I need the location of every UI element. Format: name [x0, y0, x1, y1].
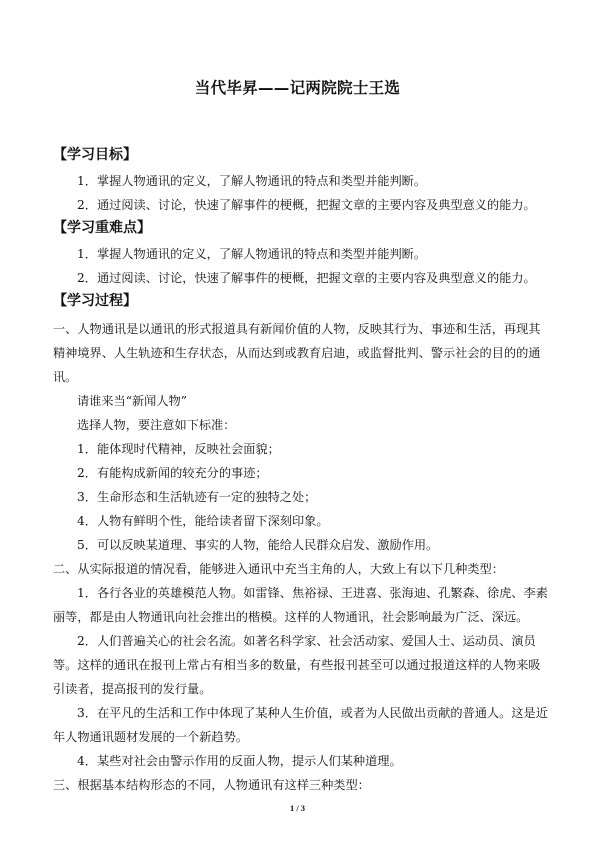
- paragraph-line: 精神境界、人生轨迹和生存状态，从而达到或教育启迪，或监督批判、警示社会的目的的通: [53, 346, 541, 360]
- paragraph-line: 年人物通讯题材发展的一个新趋势。: [53, 730, 248, 744]
- criteria-item: 1．能体现时代精神，反映社会面貌；: [77, 442, 280, 456]
- type-item: 3．在平凡的生活和工作中体现了某种人生价值，或者为人民做出贡献的普通人。这是近: [77, 706, 548, 720]
- type-item: 2．人们普遍关心的社会名流。如著名科学家、社会活动家、爱国人士、运动员、演员: [77, 634, 536, 648]
- type-item: 1．各行各业的英雄模范人物。如雷锋、焦裕禄、王进喜、张海迪、孔繁森、徐虎、李素: [77, 586, 548, 600]
- section-heading-key-points: 【学习重难点】: [53, 220, 151, 236]
- paragraph-line: 丽等，都是由人物通讯向社会推出的楷模。这样的人物通讯，社会影响最为广泛、深远。: [53, 610, 529, 624]
- page-number: 1 / 3: [289, 803, 306, 813]
- paragraph-line: 三、根据基本结构形态的不同，人物通讯有这样三种类型：: [53, 778, 370, 792]
- key-point-item: 1．掌握人物通讯的定义，了解人物通讯的特点和类型并能判断。: [77, 247, 427, 261]
- paragraph-line: 选择人物，要注意如下标准：: [77, 418, 236, 432]
- paragraph-line: 二、从实际报道的情况看，能够进入通讯中充当主角的人，大致上有以下几种类型：: [53, 562, 504, 576]
- page-title: 当代毕昇——记两院院士王选: [194, 79, 401, 97]
- section-heading-goals: 【学习目标】: [53, 147, 137, 163]
- criteria-item: 3．生命形态和生活轨迹有一定的独特之处；: [77, 490, 317, 504]
- paragraph-line: 引读者，提高报刊的发行量。: [53, 682, 212, 696]
- paragraph-line: 一、人物通讯是以通讯的形式报道具有新闻价值的人物，反映其行为、事迹和生活，再现其: [53, 322, 541, 336]
- paragraph-line: 等。这样的通讯在报刊上常占有相当多的数量，有些报刊甚至可以通过报道这样的人物来吸: [53, 658, 541, 672]
- criteria-item: 5．可以反映某道理、事实的人物，能给人民群众启发、激励作用。: [77, 538, 439, 552]
- criteria-item: 2．有能构成新闻的较充分的事迹；: [77, 466, 268, 480]
- goal-item: 1．掌握人物通讯的定义，了解人物通讯的特点和类型并能判断。: [77, 174, 427, 188]
- goal-item: 2．通过阅读、讨论，快速了解事件的梗概，把握文章的主要内容及典型意义的能力。: [77, 198, 536, 212]
- section-heading-process: 【学习过程】: [53, 293, 137, 309]
- type-item: 4．某些对社会由警示作用的反面人物，提示人们某种道理。: [77, 754, 402, 768]
- key-point-item: 2．通过阅读、讨论，快速了解事件的梗概，把握文章的主要内容及典型意义的能力。: [77, 271, 536, 285]
- criteria-item: 4．人物有鲜明个性，能给读者留下深刻印象。: [77, 514, 329, 528]
- paragraph-line: 请谁来当“新闻人物”: [77, 394, 187, 408]
- paragraph-line: 讯。: [53, 370, 78, 384]
